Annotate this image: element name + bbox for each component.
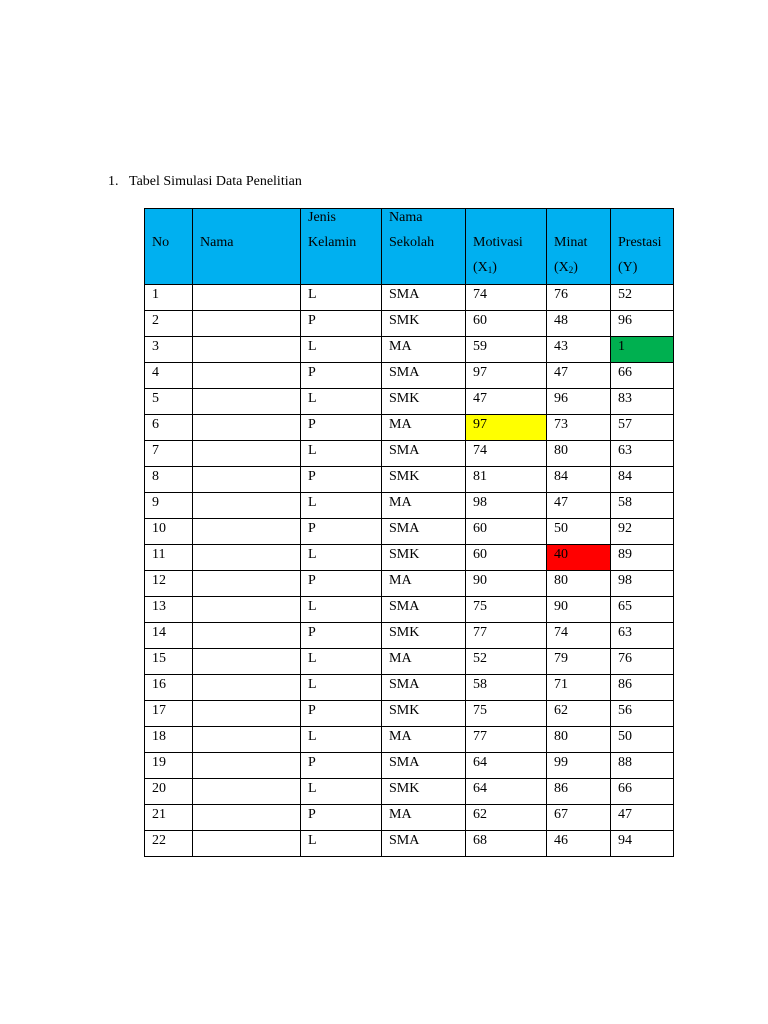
- cell-prestasi: 50: [611, 727, 674, 753]
- cell-prestasi: 94: [611, 831, 674, 857]
- cell-jenis-kelamin: P: [301, 519, 382, 545]
- cell-nama: [193, 519, 301, 545]
- section-heading: [108, 172, 302, 192]
- table-row: [145, 701, 674, 727]
- cell-prestasi: 57: [611, 415, 674, 441]
- header-minat: Minat $(X_2)$: [547, 209, 611, 285]
- cell-jenis-kelamin: P: [301, 805, 382, 831]
- cell-motivasi: 75: [466, 701, 547, 727]
- cell-minat: 50: [547, 519, 611, 545]
- cell-jenis-kelamin: P: [301, 363, 382, 389]
- cell-minat: 67: [547, 805, 611, 831]
- cell-no: 3: [145, 337, 193, 363]
- cell-prestasi: 98: [611, 571, 674, 597]
- cell-prestasi: 47: [611, 805, 674, 831]
- header-no: No: [145, 209, 193, 285]
- cell-nama-sekolah: SMA: [382, 753, 466, 779]
- cell-nama: [193, 831, 301, 857]
- cell-nama: [193, 311, 301, 337]
- cell-nama-sekolah: MA: [382, 415, 466, 441]
- cell-motivasi: 97: [466, 363, 547, 389]
- cell-nama-sekolah: SMK: [382, 779, 466, 805]
- cell-nama: [193, 623, 301, 649]
- table-row: [145, 493, 674, 519]
- cell-motivasi: 77: [466, 727, 547, 753]
- cell-jenis-kelamin: L: [301, 545, 382, 571]
- cell-nama: [193, 597, 301, 623]
- table-row: [145, 779, 674, 805]
- cell-prestasi: 58: [611, 493, 674, 519]
- cell-jenis-kelamin: L: [301, 779, 382, 805]
- cell-minat: 47: [547, 493, 611, 519]
- cell-motivasi: 60: [466, 311, 547, 337]
- cell-nama: [193, 389, 301, 415]
- cell-prestasi: 1: [611, 337, 674, 363]
- table-row: [145, 753, 674, 779]
- table-row: [145, 675, 674, 701]
- cell-no: 18: [145, 727, 193, 753]
- cell-motivasi: 68: [466, 831, 547, 857]
- table-row: [145, 389, 674, 415]
- cell-minat: 48: [547, 311, 611, 337]
- table-row: [145, 727, 674, 753]
- cell-motivasi: 81: [466, 467, 547, 493]
- cell-no: 16: [145, 675, 193, 701]
- cell-prestasi: 66: [611, 363, 674, 389]
- cell-motivasi: 62: [466, 805, 547, 831]
- cell-nama-sekolah: SMK: [382, 545, 466, 571]
- table-row: [145, 597, 674, 623]
- cell-nama: [193, 285, 301, 311]
- cell-motivasi: 52: [466, 649, 547, 675]
- cell-nama: [193, 571, 301, 597]
- table-row: [145, 467, 674, 493]
- cell-no: 21: [145, 805, 193, 831]
- cell-minat: 80: [547, 571, 611, 597]
- cell-jenis-kelamin: P: [301, 415, 382, 441]
- cell-no: 19: [145, 753, 193, 779]
- cell-minat: 80: [547, 441, 611, 467]
- cell-prestasi: 63: [611, 623, 674, 649]
- cell-prestasi: 88: [611, 753, 674, 779]
- cell-minat: 62: [547, 701, 611, 727]
- cell-nama: [193, 415, 301, 441]
- cell-nama-sekolah: SMA: [382, 519, 466, 545]
- cell-minat: 99: [547, 753, 611, 779]
- cell-prestasi: 89: [611, 545, 674, 571]
- cell-nama: [193, 779, 301, 805]
- cell-jenis-kelamin: P: [301, 701, 382, 727]
- cell-jenis-kelamin: L: [301, 831, 382, 857]
- table-row: [145, 623, 674, 649]
- cell-jenis-kelamin: P: [301, 311, 382, 337]
- cell-no: 15: [145, 649, 193, 675]
- cell-jenis-kelamin: L: [301, 597, 382, 623]
- cell-motivasi: 75: [466, 597, 547, 623]
- table-row: [145, 311, 674, 337]
- cell-prestasi: 66: [611, 779, 674, 805]
- cell-no: 13: [145, 597, 193, 623]
- table-row: [145, 363, 674, 389]
- header-jenis-kelamin: Jenis Kelamin: [301, 209, 382, 285]
- cell-jenis-kelamin: L: [301, 441, 382, 467]
- cell-nama-sekolah: MA: [382, 337, 466, 363]
- cell-minat: 90: [547, 597, 611, 623]
- table-row: [145, 571, 674, 597]
- cell-jenis-kelamin: L: [301, 337, 382, 363]
- cell-motivasi: 64: [466, 753, 547, 779]
- cell-prestasi: 56: [611, 701, 674, 727]
- cell-motivasi: 74: [466, 285, 547, 311]
- cell-no: 17: [145, 701, 193, 727]
- cell-nama: [193, 467, 301, 493]
- cell-nama-sekolah: MA: [382, 649, 466, 675]
- cell-nama: [193, 701, 301, 727]
- cell-prestasi: 92: [611, 519, 674, 545]
- cell-nama-sekolah: SMK: [382, 311, 466, 337]
- cell-nama: [193, 545, 301, 571]
- header-prestasi: Prestasi (Y): [611, 209, 674, 285]
- table-row: [145, 649, 674, 675]
- table-row: [145, 441, 674, 467]
- cell-nama: [193, 727, 301, 753]
- cell-minat: 73: [547, 415, 611, 441]
- cell-motivasi: 77: [466, 623, 547, 649]
- table-row: [145, 831, 674, 857]
- cell-no: 5: [145, 389, 193, 415]
- cell-nama-sekolah: SMA: [382, 675, 466, 701]
- cell-motivasi: 74: [466, 441, 547, 467]
- cell-motivasi: 90: [466, 571, 547, 597]
- cell-minat: 80: [547, 727, 611, 753]
- cell-prestasi: 52: [611, 285, 674, 311]
- cell-no: 11: [145, 545, 193, 571]
- cell-jenis-kelamin: L: [301, 285, 382, 311]
- cell-jenis-kelamin: P: [301, 623, 382, 649]
- cell-prestasi: 83: [611, 389, 674, 415]
- table-row: [145, 415, 674, 441]
- cell-minat: 47: [547, 363, 611, 389]
- table-row: [145, 285, 674, 311]
- cell-minat: 96: [547, 389, 611, 415]
- cell-minat: 79: [547, 649, 611, 675]
- cell-prestasi: 63: [611, 441, 674, 467]
- cell-nama: [193, 493, 301, 519]
- cell-jenis-kelamin: L: [301, 727, 382, 753]
- cell-nama-sekolah: MA: [382, 571, 466, 597]
- table-body: [145, 285, 674, 857]
- cell-jenis-kelamin: P: [301, 467, 382, 493]
- heading-text: Tabel Simulasi Data Penelitian: [129, 174, 302, 189]
- cell-minat: 86: [547, 779, 611, 805]
- table-row: [145, 545, 674, 571]
- cell-no: 6: [145, 415, 193, 441]
- cell-nama-sekolah: SMA: [382, 441, 466, 467]
- cell-jenis-kelamin: L: [301, 493, 382, 519]
- cell-prestasi: 84: [611, 467, 674, 493]
- cell-nama-sekolah: SMA: [382, 285, 466, 311]
- cell-no: 22: [145, 831, 193, 857]
- cell-minat: 43: [547, 337, 611, 363]
- header-motivasi: Motivasi $(X_1)$: [466, 209, 547, 285]
- cell-nama: [193, 441, 301, 467]
- cell-motivasi: 64: [466, 779, 547, 805]
- cell-no: 7: [145, 441, 193, 467]
- table-row: [145, 337, 674, 363]
- table-row: [145, 519, 674, 545]
- cell-minat: 74: [547, 623, 611, 649]
- cell-no: 1: [145, 285, 193, 311]
- cell-jenis-kelamin: L: [301, 649, 382, 675]
- cell-prestasi: 76: [611, 649, 674, 675]
- cell-nama-sekolah: MA: [382, 805, 466, 831]
- cell-nama-sekolah: SMK: [382, 701, 466, 727]
- cell-no: 10: [145, 519, 193, 545]
- cell-minat: 71: [547, 675, 611, 701]
- cell-prestasi: 86: [611, 675, 674, 701]
- cell-nama-sekolah: MA: [382, 493, 466, 519]
- cell-motivasi: 59: [466, 337, 547, 363]
- cell-jenis-kelamin: L: [301, 389, 382, 415]
- cell-jenis-kelamin: P: [301, 753, 382, 779]
- cell-minat: 46: [547, 831, 611, 857]
- cell-motivasi: 98: [466, 493, 547, 519]
- cell-nama-sekolah: SMA: [382, 363, 466, 389]
- cell-no: 20: [145, 779, 193, 805]
- cell-nama: [193, 649, 301, 675]
- cell-nama: [193, 753, 301, 779]
- cell-no: 2: [145, 311, 193, 337]
- header-nama: Nama: [193, 209, 301, 285]
- cell-nama: [193, 805, 301, 831]
- cell-prestasi: 96: [611, 311, 674, 337]
- cell-minat: 40: [547, 545, 611, 571]
- cell-nama: [193, 337, 301, 363]
- cell-motivasi: 60: [466, 545, 547, 571]
- heading-number: 1.: [108, 174, 119, 189]
- header-nama-sekolah: Nama Sekolah: [382, 209, 466, 285]
- cell-motivasi: 58: [466, 675, 547, 701]
- cell-nama: [193, 363, 301, 389]
- cell-motivasi: 97: [466, 415, 547, 441]
- research-data-table: [144, 208, 674, 857]
- cell-no: 9: [145, 493, 193, 519]
- cell-nama-sekolah: SMA: [382, 831, 466, 857]
- cell-motivasi: 60: [466, 519, 547, 545]
- cell-no: 4: [145, 363, 193, 389]
- cell-nama-sekolah: SMK: [382, 467, 466, 493]
- cell-minat: 84: [547, 467, 611, 493]
- cell-nama-sekolah: MA: [382, 727, 466, 753]
- cell-jenis-kelamin: L: [301, 675, 382, 701]
- cell-nama-sekolah: SMK: [382, 623, 466, 649]
- cell-nama: [193, 675, 301, 701]
- cell-nama-sekolah: SMA: [382, 597, 466, 623]
- cell-jenis-kelamin: P: [301, 571, 382, 597]
- cell-no: 14: [145, 623, 193, 649]
- cell-no: 8: [145, 467, 193, 493]
- cell-no: 12: [145, 571, 193, 597]
- cell-minat: 76: [547, 285, 611, 311]
- cell-nama-sekolah: SMK: [382, 389, 466, 415]
- cell-motivasi: 47: [466, 389, 547, 415]
- table-row: [145, 805, 674, 831]
- cell-prestasi: 65: [611, 597, 674, 623]
- table-header-row: [145, 209, 674, 285]
